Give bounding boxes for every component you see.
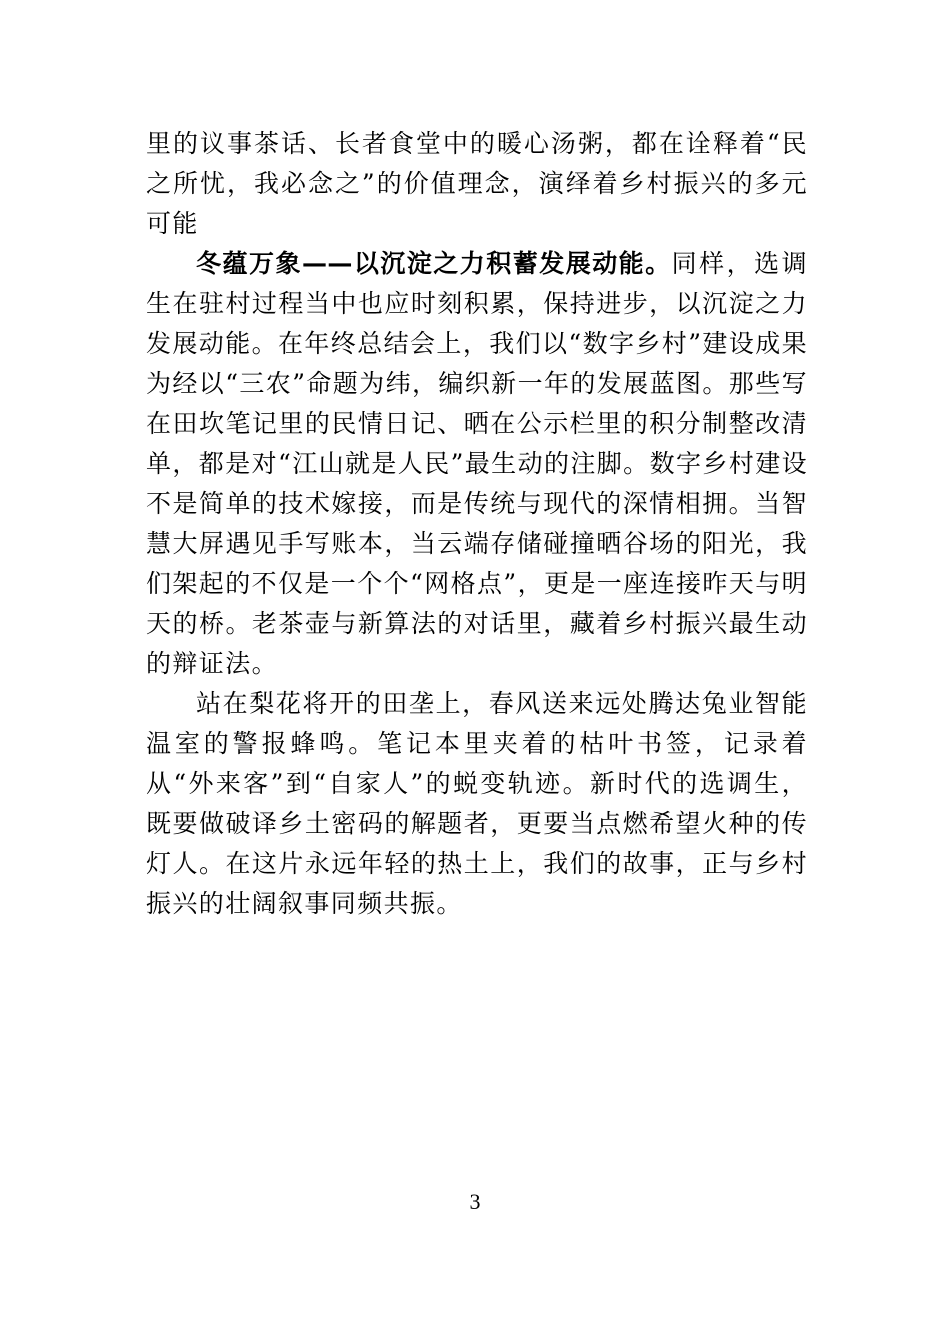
paragraph-closing: 站在梨花将开的田垄上，春风送来远处腾达兔业智能温室的警报蜂鸣。笔记本里夹着的枯叶书签，记录着从“外来客”到“自家人”的蜕变轨迹。新时代的选调生，既要做破译乡土密码的解题者，更要当点燃希望火种的传灯人。在这片永远年轻的热土上，我们的故事，正与乡村振兴的壮阔叙事同频共振。 <box>146 689 808 918</box>
body-text <box>146 124 808 924</box>
paragraph-continuation: 里的议事茶话、长者食堂中的暖心汤粥，都在诠释着“民之所忧，我必念之”的价值理念，演绎着乡村振兴的多元可能 <box>146 129 808 238</box>
paragraph-winter-body: 同样，选调生在驻村过程当中也应时刻积累，保持进步，以沉淀之力发展动能。在年终总结会上，我们以“数字乡村”建设成果为经以“三农”命题为纬，编织新一年的发展蓝图。那些写在田坎笔记里的民情日记、晒在公示栏里的积分制整改清单，都是对“江山就是人民”最生动的注脚。数字乡村建设不是简单的技术嫁接，而是传统与现代的深情相拥。当智慧大屏遇见手写账本，当云端存储碰撞晒谷场的阳光，我们架起的不仅是一个个“网格点”，更是一座连接昨天与明天的桥。老茶壶与新算法的对话里，藏着乡村振兴最生动的辩证法。 <box>146 249 808 678</box>
section-heading-winter: 冬蕴万象——以沉淀之力积蓄发展动能。 <box>196 249 672 278</box>
page-number: 3 <box>469 1189 481 1214</box>
paragraph-winter <box>146 244 808 684</box>
